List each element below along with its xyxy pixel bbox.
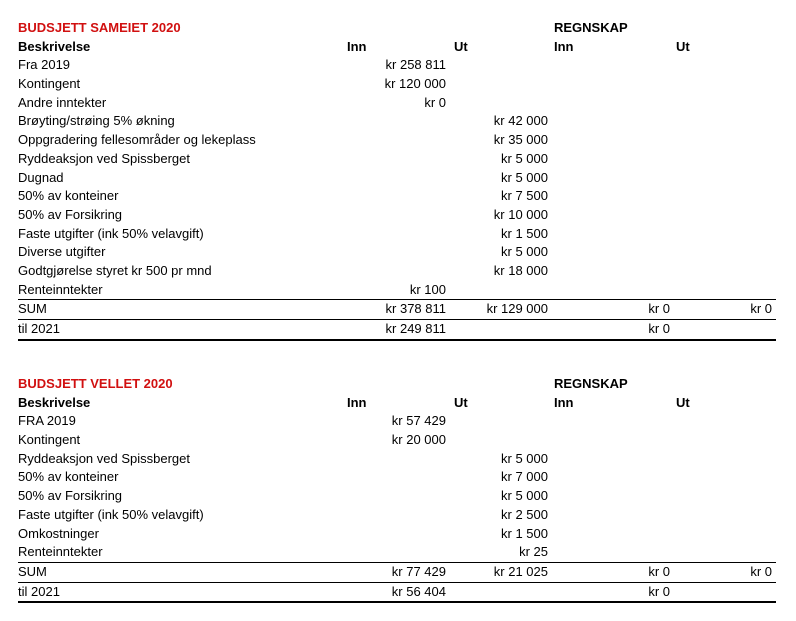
header-regnskap-inn: Inn: [554, 38, 574, 54]
item-description: 50% av Forsikring: [18, 488, 123, 504]
regnskap-label: REGNSKAP: [554, 20, 628, 35]
header-ut: Ut: [454, 394, 468, 410]
item-inn: kr 0: [424, 94, 446, 110]
carryover-row: [18, 319, 776, 341]
item-ut: kr 7 000: [501, 469, 548, 485]
item-description: Kontingent: [18, 76, 81, 92]
line-item: [18, 525, 776, 544]
header-row: [18, 38, 776, 57]
carryover-label: til 2021: [18, 583, 60, 599]
header-inn: Inn: [347, 38, 367, 54]
line-item: [18, 169, 776, 188]
carryover-regnskap-inn: kr 0: [648, 583, 670, 599]
line-item: [18, 543, 776, 562]
sum-inn: kr 378 811: [385, 301, 446, 317]
line-item: [18, 56, 776, 75]
budget-section-sameiet: [18, 19, 776, 341]
item-inn: kr 120 000: [384, 76, 446, 92]
line-item: [18, 506, 776, 525]
item-inn: kr 100: [409, 281, 446, 297]
line-item: [18, 450, 776, 469]
sum-label: SUM: [18, 301, 47, 317]
item-description: FRA 2019: [18, 413, 76, 429]
line-item: [18, 262, 776, 281]
item-ut: kr 1 500: [501, 225, 548, 241]
sum-regnskap-inn: kr 0: [648, 563, 670, 579]
sum-regnskap-inn: kr 0: [648, 301, 670, 317]
header-description: Beskrivelse: [18, 394, 91, 410]
line-item: [18, 243, 776, 262]
header-regnskap-ut: Ut: [676, 394, 690, 410]
line-item: [18, 75, 776, 94]
sum-regnskap-ut: kr 0: [750, 563, 772, 579]
item-ut: kr 10 000: [493, 206, 548, 222]
item-description: Faste utgifter (ink 50% velavgift): [18, 506, 204, 522]
item-description: Diverse utgifter: [18, 244, 106, 260]
item-inn: kr 57 429: [391, 413, 446, 429]
line-item: [18, 206, 776, 225]
line-item: [18, 225, 776, 244]
item-description: Renteinntekter: [18, 281, 103, 297]
line-item: [18, 487, 776, 506]
line-item: [18, 150, 776, 169]
sum-inn: kr 77 429: [391, 563, 446, 579]
sum-ut: kr 129 000: [486, 301, 548, 317]
carryover-label: til 2021: [18, 321, 60, 336]
sum-regnskap-ut: kr 0: [750, 301, 772, 317]
sum-row: [18, 299, 776, 319]
header-description: Beskrivelse: [18, 38, 91, 54]
header-ut: Ut: [454, 38, 468, 54]
item-ut: kr 5 000: [501, 488, 548, 504]
section-title: BUDSJETT VELLET 2020: [18, 376, 173, 391]
item-description: Ryddeaksjon ved Spissberget: [18, 150, 190, 166]
carryover-regnskap-inn: kr 0: [648, 321, 670, 336]
item-ut: kr 1 500: [501, 525, 548, 541]
item-description: Fra 2019: [18, 57, 71, 73]
line-item: [18, 187, 776, 206]
section-title-row: [18, 19, 776, 38]
carryover-inn: kr 56 404: [391, 583, 446, 599]
item-ut: kr 42 000: [493, 113, 548, 129]
item-ut: kr 18 000: [493, 262, 548, 278]
item-ut: kr 25: [519, 544, 548, 560]
item-ut: kr 5 000: [501, 244, 548, 260]
item-description: Dugnad: [18, 169, 64, 185]
line-item: [18, 468, 776, 487]
header-regnskap-inn: Inn: [554, 394, 574, 410]
item-description: Renteinntekter: [18, 544, 103, 560]
budget-section-vellet: [18, 375, 776, 603]
item-description: Andre inntekter: [18, 94, 107, 110]
item-description: Oppgradering fellesområder og lekeplass: [18, 132, 256, 148]
item-description: Godtgjørelse styret kr 500 pr mnd: [18, 262, 212, 278]
item-ut: kr 5 000: [501, 169, 548, 185]
line-item: [18, 281, 776, 300]
header-inn: Inn: [347, 394, 367, 410]
header-regnskap-ut: Ut: [676, 38, 690, 54]
line-items: [18, 412, 776, 562]
item-ut: kr 5 000: [501, 450, 548, 466]
sum-row: [18, 562, 776, 582]
line-item: [18, 112, 776, 131]
header-row: [18, 394, 776, 413]
line-items: [18, 56, 776, 299]
sum-ut: kr 21 025: [493, 563, 548, 579]
line-item: [18, 431, 776, 450]
item-inn: kr 258 811: [385, 57, 446, 73]
sum-label: SUM: [18, 563, 47, 579]
item-ut: kr 35 000: [493, 132, 548, 148]
line-item: [18, 412, 776, 431]
section-title-row: [18, 375, 776, 394]
item-description: Brøyting/strøing 5% økning: [18, 113, 175, 129]
line-item: [18, 131, 776, 150]
item-ut: kr 5 000: [501, 150, 548, 166]
line-item: [18, 94, 776, 113]
item-ut: kr 7 500: [501, 188, 548, 204]
carryover-row: [18, 582, 776, 604]
item-description: 50% av Forsikring: [18, 206, 123, 222]
item-description: Omkostninger: [18, 525, 99, 541]
section-title: BUDSJETT SAMEIET 2020: [18, 20, 181, 35]
regnskap-label: REGNSKAP: [554, 376, 628, 391]
item-description: 50% av konteiner: [18, 188, 119, 204]
item-inn: kr 20 000: [391, 432, 446, 448]
carryover-inn: kr 249 811: [385, 321, 446, 336]
item-description: Ryddeaksjon ved Spissberget: [18, 450, 190, 466]
item-description: 50% av konteiner: [18, 469, 119, 485]
item-description: Faste utgifter (ink 50% velavgift): [18, 225, 204, 241]
item-ut: kr 2 500: [501, 506, 548, 522]
item-description: Kontingent: [18, 432, 81, 448]
